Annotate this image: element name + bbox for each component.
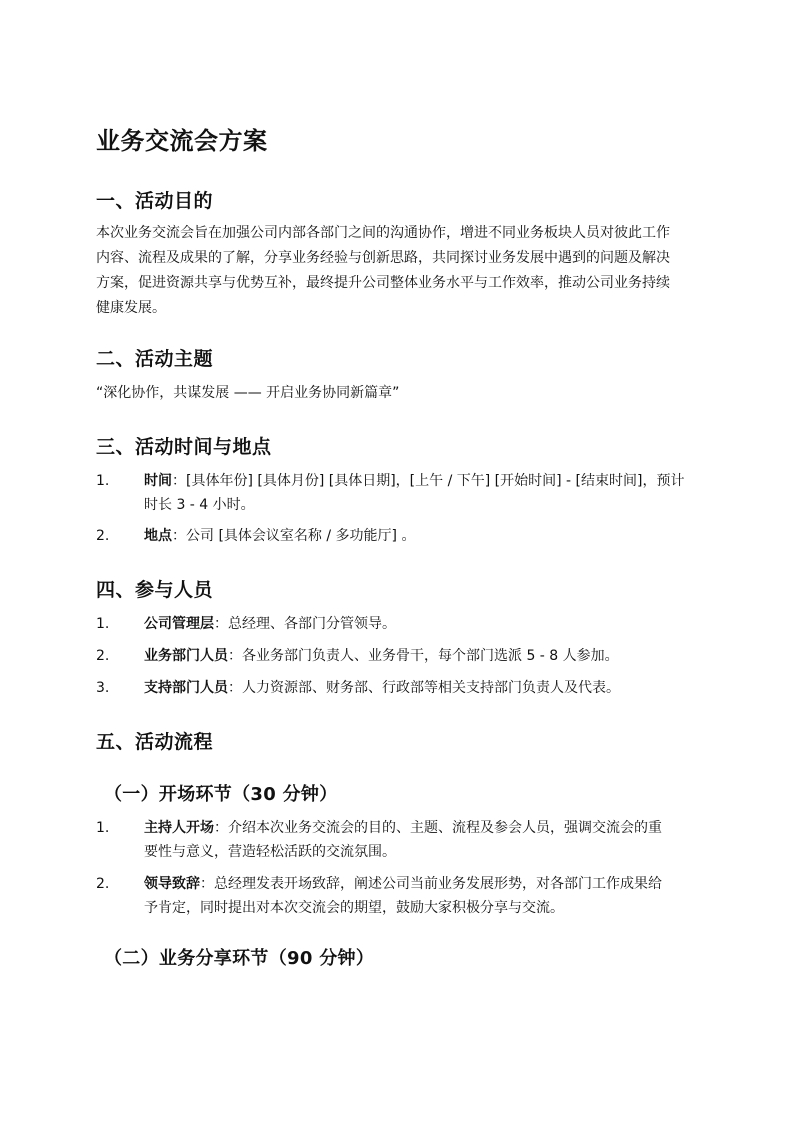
list-item-text: ：人力资源部、财务部、行政部等相关支持部门负责人及代表。 xyxy=(228,680,620,696)
list-item-body xyxy=(144,676,702,700)
list-number: 2. xyxy=(96,528,110,544)
list-number: 1. xyxy=(96,820,110,836)
list-item-label: 公司管理层 xyxy=(144,616,214,632)
section-heading-theme: 二、活动主题 xyxy=(96,348,214,370)
subsection-heading-sharing: （二）业务分享环节（90 分钟） xyxy=(104,948,375,969)
purpose-line: 健康发展。 xyxy=(96,300,166,316)
document-title: 业务交流会方案 xyxy=(96,127,268,155)
list-number: 1. xyxy=(96,473,110,489)
list-item-body xyxy=(144,872,702,920)
section-heading-purpose: 一、活动目的 xyxy=(96,190,214,212)
section-heading-participants: 四、参与人员 xyxy=(96,579,214,601)
section-heading-time-location: 三、活动时间与地点 xyxy=(96,436,272,458)
list-item-text: ：总经理发表开场致辞，阐述公司当前业务发展形势，对各部门工作成果给 xyxy=(200,876,662,892)
list-number: 2. xyxy=(96,876,110,892)
list-item-text: ：各业务部门负责人、业务骨干，每个部门选派 5 - 8 人参加。 xyxy=(228,648,619,664)
list-item-label: 主持人开场 xyxy=(144,820,214,836)
list-item-text: 予肯定，同时提出对本次交流会的期望，鼓励大家积极分享与交流。 xyxy=(144,900,564,916)
list-item-body xyxy=(144,644,702,668)
list-item-label: 业务部门人员 xyxy=(144,648,228,664)
list-number: 2. xyxy=(96,648,110,664)
list-item-text: 要性与意义，营造轻松活跃的交流氛围。 xyxy=(144,844,396,860)
list-item-body xyxy=(144,816,702,864)
list-item-text: ：总经理、各部门分管领导。 xyxy=(214,616,396,632)
section-heading-process: 五、活动流程 xyxy=(96,731,214,753)
list-number: 1. xyxy=(96,616,110,632)
purpose-line: 内容、流程及成果的了解，分享业务经验与创新思路，共同探讨业务发展中遇到的问题及解决 xyxy=(96,250,670,266)
theme-paragraph: “深化协作，共谋发展 —— 开启业务协同新篇章” xyxy=(96,385,400,401)
list-number: 3. xyxy=(96,680,110,696)
purpose-paragraph xyxy=(96,221,702,321)
list-item-label: 支持部门人员 xyxy=(144,680,228,696)
list-item-text: ：[具体年份] [具体月份] [具体日期]，[上午 / 下午] [开始时间] - [结束时间]，预计 xyxy=(172,473,685,489)
subsection-heading-opening: （一）开场环节（30 分钟） xyxy=(104,784,338,805)
list-item-text: ：公司 [具体会议室名称 / 多功能厅] 。 xyxy=(172,528,416,544)
purpose-line: 方案，促进资源共享与优势互补，最终提升公司整体业务水平与工作效率，推动公司业务持续 xyxy=(96,275,670,291)
list-item-text: ：介绍本次业务交流会的目的、主题、流程及参会人员，强调交流会的重 xyxy=(214,820,662,836)
list-item-label: 时间 xyxy=(144,473,172,489)
list-item-label: 领导致辞 xyxy=(144,876,200,892)
list-item-text: 时长 3 - 4 小时。 xyxy=(144,497,255,513)
purpose-line: 本次业务交流会旨在加强公司内部各部门之间的沟通协作，增进不同业务板块人员对彼此工作 xyxy=(96,225,670,241)
list-item-body xyxy=(144,469,702,517)
list-item-body xyxy=(144,612,702,636)
list-item-body xyxy=(144,524,702,548)
list-item-label: 地点 xyxy=(144,528,172,544)
